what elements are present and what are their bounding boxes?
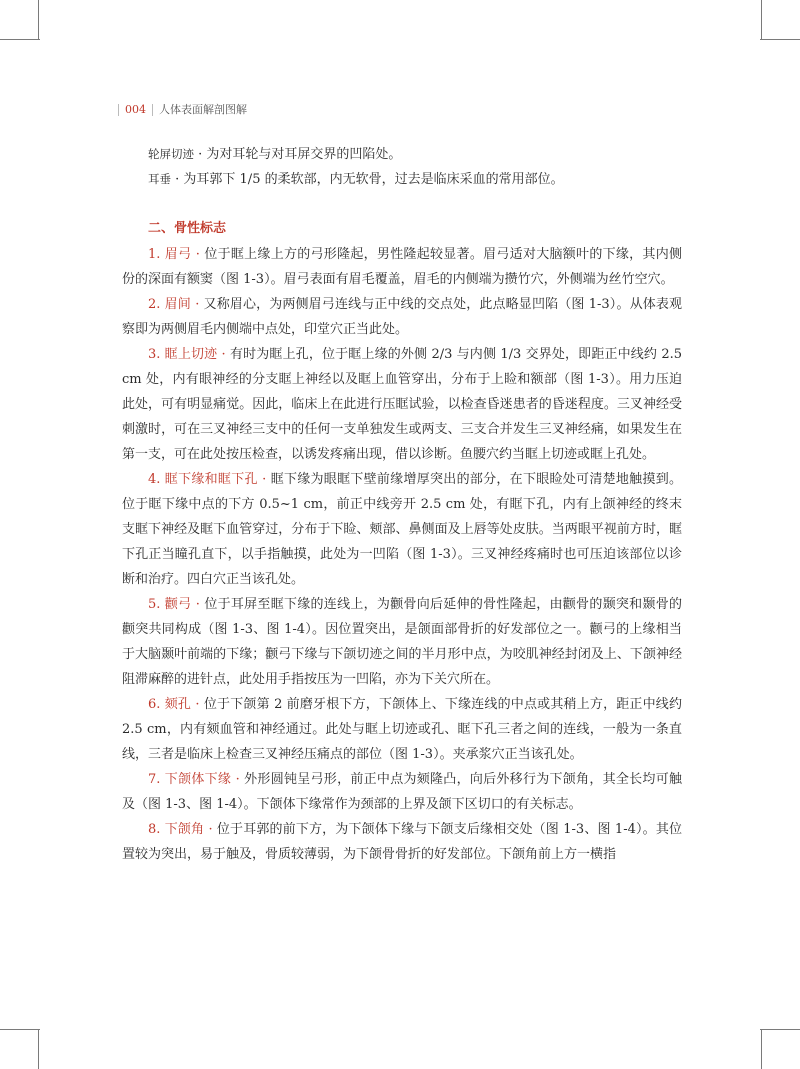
crop-mark [760, 1029, 800, 1030]
header-divider [118, 104, 119, 116]
term-label: 2. 眉间 [148, 297, 191, 312]
crop-mark [38, 0, 39, 40]
paragraph-item: 1. 眉弓 · 位于眶上缘上方的弓形隆起，男性隆起较显著。眉弓适对大脑额叶的下缘，其内侧份的深面有额窦（图 1-3）。眉弓表面有眉毛覆盖，眉毛的内侧端为攒竹穴，外侧端为丝竹空穴。 [122, 247, 682, 287]
paragraph-item: 2. 眉间 · 又称眉心，为两侧眉弓连线与正中线的交点处，此点略显凹陷（图 1-3）。从体表观察即为两侧眉毛内侧端中点处，印堂穴正当此处。 [122, 297, 682, 337]
page-number: 004 [125, 103, 146, 116]
paragraph-text: 为对耳轮与对耳屏交界的凹陷处。 [206, 147, 402, 162]
term-label: 轮屏切迹 [148, 147, 194, 161]
term-label: 7. 下颌体下缘 [148, 772, 232, 787]
term-label: 8. 下颌角 [148, 822, 205, 837]
crop-mark [0, 39, 40, 40]
paragraph-item: 6. 颏孔 · 位于下颌第 2 前磨牙根下方，下颌体上、下缘连线的中点或其稍上方，距正中线约 2.5 cm，内有颏血管和神经通过。此处与眶上切迹或孔、眶下孔三者之间的连线，一般为一条直线，三者是临床上检查三叉神经压痛点的部位（图 1-3）。夹承浆穴正当该孔处。 [122, 697, 682, 762]
book-title: 人体表面解剖图解 [159, 103, 247, 116]
term-label: 5. 颧弓 [148, 597, 192, 612]
term-label: 1. 眉弓 [148, 247, 192, 262]
term-label: 耳垂 [148, 172, 171, 186]
paragraph-text: 外形圆钝呈弓形，前正中点为颏隆凸，向后外移行为下颌角，其全长均可触及（图 1-3、图 1-4）。下颌体下缘常作为颈部的上界及颌下区切口的有关标志。 [122, 772, 682, 812]
running-header [118, 103, 247, 117]
paragraph-text: 位于眶上缘上方的弓形隆起，男性隆起较显著。眉弓适对大脑额叶的下缘，其内侧份的深面有额窦（图 1-3）。眉弓表面有眉毛覆盖，眉毛的内侧端为攒竹穴，外侧端为丝竹空穴。 [122, 247, 682, 287]
crop-mark [38, 1029, 39, 1069]
paragraph-text: 为耳郭下 1/5 的柔软部，内无软骨，过去是临床采血的常用部位。 [183, 172, 564, 187]
term-label: 3. 眶上切迹 [148, 347, 218, 362]
paragraph-text: 位于耳郭的前下方，为下颌体下缘与下颌支后缘相交处（图 1-3、图 1-4）。其位置较为突出，易于触及，骨质较薄弱，为下颌骨骨折的好发部位。下颌角前上方一横指 [122, 822, 682, 862]
paragraph-ear-notch: 轮屏切迹 · 为对耳轮与对耳屏交界的凹陷处。 [148, 147, 402, 162]
paragraph-item: 7. 下颌体下缘 · 外形圆钝呈弓形，前正中点为颏隆凸，向后外移行为下颌角，其全长均可触及（图 1-3、图 1-4）。下颌体下缘常作为颈部的上界及颌下区切口的有关标志。 [122, 772, 682, 812]
section-heading: 二、骨性标志 [148, 221, 227, 236]
paragraph-item: 4. 眶下缘和眶下孔 · 眶下缘为眼眶下壁前缘增厚突出的部分，在下眼睑处可清楚地触摸到。位于眶下缘中点的下方 0.5~1 cm，前正中线旁开 2.5 cm 处，有眶下孔，内有上颌神经的终末支眶下神经及眶下血管穿过，分布于下睑、颊部、鼻侧面及上唇等处皮肤。当两眼平视前方时，眶下孔正当瞳孔直下，以手指触摸，此处为一凹陷（图 1-3）。三叉神经疼痛时也可压迫该部位以诊断和治疗。四白穴正当该孔处。 [122, 472, 682, 587]
header-divider [152, 104, 153, 116]
paragraph-text: 位于耳屏至眶下缘的连线上，为颧骨向后延伸的骨性隆起，由颧骨的颞突和颞骨的颧突共同构成（图 1-3、图 1-4）。因位置突出，是颌面部骨折的好发部位之一。颧弓的上缘相当于大脑颞叶前端的下缘；颧弓下缘与下颌切迹之间的半月形中点，为咬肌神经封闭及上、下颌神经阻滞麻醉的进针点，此处用手指按压为一凹陷，亦为下关穴所在。 [122, 597, 682, 687]
paragraph-text: 又称眉心，为两侧眉弓连线与正中线的交点处，此点略显凹陷（图 1-3）。从体表观察即为两侧眉毛内侧端中点处，印堂穴正当此处。 [122, 297, 682, 337]
paragraph-text: 位于下颌第 2 前磨牙根下方，下颌体上、下缘连线的中点或其稍上方，距正中线约 2.5 cm，内有颏血管和神经通过。此处与眶上切迹或孔、眶下孔三者之间的连线，一般为一条直线，三者是临床上检查三叉神经压痛点的部位（图 1-3）。夹承浆穴正当该孔处。 [122, 697, 682, 762]
term-label: 4. 眶下缘和眶下孔 [148, 472, 258, 487]
paragraph-text: 眶下缘为眼眶下壁前缘增厚突出的部分，在下眼睑处可清楚地触摸到。位于眶下缘中点的下方 0.5~1 cm，前正中线旁开 2.5 cm 处，有眶下孔，内有上颌神经的终末支眶下神经及眶下血管穿过，分布于下睑、颊部、鼻侧面及上唇等处皮肤。当两眼平视前方时，眶下孔正当瞳孔直下，以手指触摸，此处为一凹陷（图 1-3）。三叉神经疼痛时也可压迫该部位以诊断和治疗。四白穴正当该孔处。 [122, 472, 682, 587]
paragraph-text: 有时为眶上孔，位于眶上缘的外侧 2/3 与内侧 1/3 交界处，即距正中线约 2.5 cm 处，内有眼神经的分支眶上神经以及眶上血管穿出，分布于上睑和额部（图 1-3）。用力压迫此处，可有明显痛觉。因此，临床上在此进行压眶试验，以检查昏迷患者的昏迷程度。三叉神经受刺激时，可在三叉神经三支中的任何一支单独发生或两支、三支合并发生三叉神经痛，如果发生在第一支，可在此处按压检查，以诱发疼痛出现，借以诊断。鱼腰穴约当眶上切迹或眶上孔处。 [122, 347, 682, 462]
paragraph-item: 8. 下颌角 · 位于耳郭的前下方，为下颌体下缘与下颌支后缘相交处（图 1-3、图 1-4）。其位置较为突出，易于触及，骨质较薄弱，为下颌骨骨折的好发部位。下颌角前上方一横指 [122, 822, 682, 862]
crop-mark [760, 39, 800, 40]
crop-mark [0, 1029, 40, 1030]
paragraph-earlobe: 耳垂 · 为耳郭下 1/5 的柔软部，内无软骨，过去是临床采血的常用部位。 [148, 172, 564, 187]
paragraph-item: 3. 眶上切迹 · 有时为眶上孔，位于眶上缘的外侧 2/3 与内侧 1/3 交界处，即距正中线约 2.5 cm 处，内有眼神经的分支眶上神经以及眶上血管穿出，分布于上睑和额部（图 1-3）。用力压迫此处，可有明显痛觉。因此，临床上在此进行压眶试验，以检查昏迷患者的昏迷程度。三叉神经受刺激时，可在三叉神经三支中的任何一支单独发生或两支、三支合并发生三叉神经痛，如果发生在第一支，可在此处按压检查，以诱发疼痛出现，借以诊断。鱼腰穴约当眶上切迹或眶上孔处。 [122, 347, 682, 462]
crop-mark [761, 1029, 762, 1069]
page-body [122, 142, 682, 867]
crop-mark [761, 0, 762, 40]
paragraph-item: 5. 颧弓 · 位于耳屏至眶下缘的连线上，为颧骨向后延伸的骨性隆起，由颧骨的颞突和颞骨的颧突共同构成（图 1-3、图 1-4）。因位置突出，是颌面部骨折的好发部位之一。颧弓的上缘相当于大脑颞叶前端的下缘；颧弓下缘与下颌切迹之间的半月形中点，为咬肌神经封闭及上、下颌神经阻滞麻醉的进针点，此处用手指按压为一凹陷，亦为下关穴所在。 [122, 597, 682, 687]
term-label: 6. 颏孔 [148, 697, 192, 712]
